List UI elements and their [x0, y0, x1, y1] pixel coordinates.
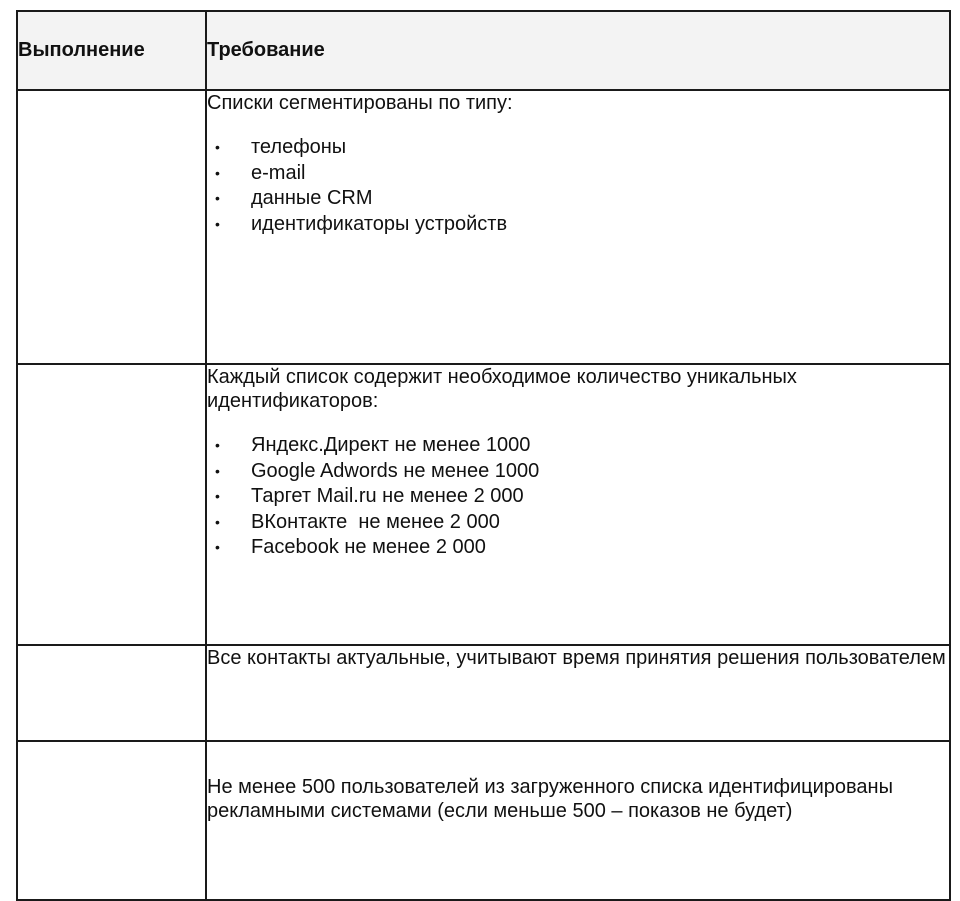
list-item: • ВКонтакте не менее 2 000	[207, 510, 949, 536]
list-item: • Google Adwords не менее 1000	[207, 459, 949, 485]
bullet-icon: •	[215, 437, 220, 453]
bullet-icon: •	[215, 462, 220, 479]
status-cell[interactable]	[17, 741, 206, 900]
requirement-list	[207, 135, 949, 237]
list-item: • e-mail	[207, 161, 949, 187]
table-row	[17, 741, 950, 900]
bullet-icon: •	[215, 215, 220, 232]
requirement-cell	[206, 364, 950, 645]
bullet-icon: •	[215, 488, 220, 504]
requirement-text: Каждый список содержит необходимое количество уникальных идентификаторов:	[207, 366, 797, 412]
requirement-text: Списки сегментированы по типу:	[207, 92, 513, 114]
requirement-text: Не менее 500 пользователей из загруженного списка идентифицированы рекламными системами (если меньше 500 – показов не будет)	[207, 776, 893, 822]
status-cell[interactable]	[17, 645, 206, 741]
list-item: • Таргет Mail.ru не менее 2 000	[207, 484, 949, 510]
list-item: • идентификаторы устройств	[207, 212, 949, 238]
bullet-icon: •	[215, 190, 220, 206]
bullet-icon: •	[215, 164, 220, 181]
list-item: • Facebook не менее 2 000	[207, 535, 949, 561]
table-row	[17, 645, 950, 741]
requirement-text: Все контакты актуальные, учитывают время принятия решения пользователем	[207, 647, 946, 669]
list-item: • Яндекс.Директ не менее 1000	[207, 433, 949, 459]
requirement-cell	[206, 741, 950, 900]
status-cell[interactable]	[17, 364, 206, 645]
requirement-cell	[206, 90, 950, 364]
bullet-icon: •	[215, 539, 220, 555]
bullet-icon: •	[215, 513, 220, 530]
status-cell[interactable]	[17, 90, 206, 364]
table-row	[17, 364, 950, 645]
bullet-icon: •	[215, 139, 220, 155]
requirements-table	[16, 10, 951, 901]
table-header-row	[17, 11, 950, 90]
table-row	[17, 90, 950, 364]
column-header-requirement: Требование	[206, 11, 950, 90]
column-header-status: Выполнение	[17, 11, 206, 90]
list-item: • данные CRM	[207, 186, 949, 212]
list-item: • телефоны	[207, 135, 949, 161]
requirement-list	[207, 433, 949, 561]
requirement-cell	[206, 645, 950, 741]
